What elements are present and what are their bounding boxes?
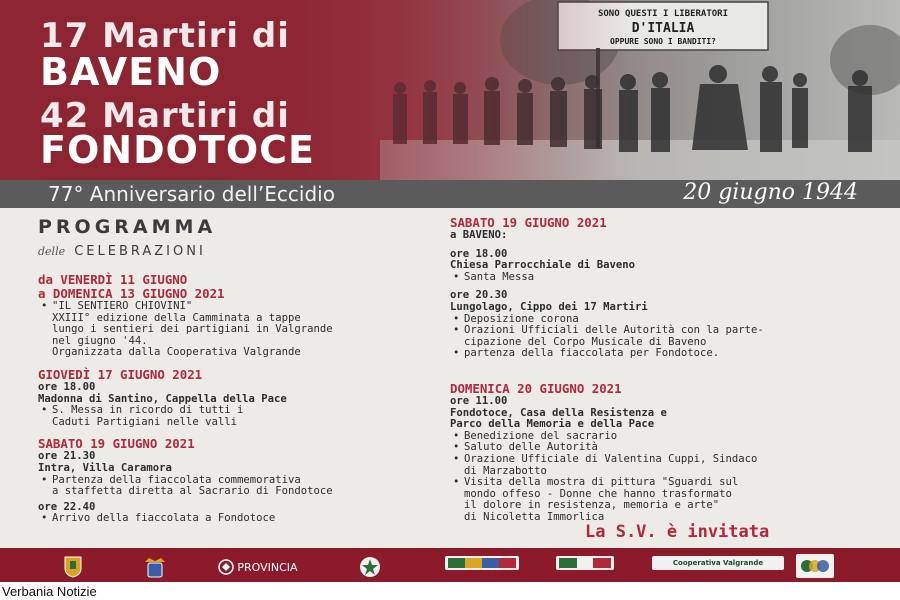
prefettura-logo [350,556,390,578]
event-date: a DOMENICA 13 GIUGNO 2021 [38,286,225,301]
event-detail: cipazione del Corpo Musicale di Baveno [464,335,707,348]
event-detail: lungo i sentieri dei partigiani in Valgrande [52,323,333,336]
event-detail: XXIII° edizione della Camminata a tappe [52,311,301,324]
event-date: SABATO 19 GIUGNO 2021 [38,436,195,452]
event-detail: • Santa Messa [450,272,870,284]
event-place: Chiesa Parrocchiale di Baveno [450,259,635,272]
anniversary-text: 77° Anniversario dell’Eccidio [48,182,335,206]
event-detail: a staffetta diretta al Sacrario di Fondotoce [52,485,333,498]
program-subtitle-celebrazioni: CELEBRAZIONI [74,244,206,259]
event-place: Lungolago, Cippo dei 17 Martiri [450,300,648,313]
event-detail: • Arrivo della fiaccolata a Fondotoce [38,513,438,525]
event-time: ore 18.00 [450,247,508,260]
casa-della-pace-logo [796,554,834,578]
event-detail: • S. Messa in ricordo di tutti i [38,405,438,417]
event-date: GIOVEDÌ 17 GIUGNO 2021 [38,366,203,382]
event-detail: • Visita della mostra di pittura "Sguardi sul [450,477,870,489]
event-section [38,437,438,525]
municipal-crest-logo [62,556,84,578]
event-detail: nel giugno '44. [52,334,148,347]
event-detail: • Partenza della fiaccolata commemorativa [38,475,438,487]
title-line-2: BAVENO [40,50,222,94]
event-section [38,273,438,359]
event-detail: • Saluto delle Autorità [450,442,870,454]
provincia-vco-logo [202,556,314,578]
event-detail: di Nicoletta Immorlica [464,510,605,523]
title-line-4: FONDOTOCE [40,128,315,172]
event-date: da VENERDÌ 11 GIUGNO [38,272,188,287]
event-detail: • partenza della fiaccolata per Fondotoce. [450,348,870,360]
anniversary-date: 20 giugno 1944 [683,180,858,205]
event-section [450,382,870,524]
event-place: Madonna di Santino, Cappella della Pace [38,392,287,405]
event-place: Intra, Villa Caramora [38,461,172,474]
event-detail: • Benedizione del sacrario [450,431,870,443]
event-detail: • "IL SENTIERO CHIOVINI" [38,301,438,313]
program-subtitle [38,240,438,259]
event-section [38,368,438,428]
sign-text-2: D'ITALIA [631,21,695,36]
cooperativa-label: Cooperativa Valgrande [672,559,764,567]
event-detail: • Deposizione corona [450,314,870,326]
event-section [450,216,870,360]
cooperativa-valgrande-logo [652,556,784,570]
event-place: Fondotoce, Casa della Resistenza e [450,406,667,419]
event-time: ore 11.00 [450,394,508,407]
event-time: ore 18.00 [38,380,96,393]
title-line-3: 42 Martiri di [40,96,290,136]
event-place: Parco della Memoria e della Pace [450,418,655,431]
event-date: SABATO 19 GIUGNO 2021 [450,215,607,230]
sponsor-logos-strip [0,548,900,582]
sign-text-1: SONO QUESTI I LIBERATORI [597,9,729,19]
crown-crest-logo [138,556,172,578]
title-line-1: 17 Martiri di [40,16,290,56]
casa-della-resistenza-logo [445,556,519,570]
event-time: ore 22.40 [38,500,96,513]
event-time: ore 20.30 [450,289,508,302]
program-left-column [38,216,438,525]
anniversary-band [0,180,900,208]
event-detail: • Orazione Ufficiale di Valentina Cuppi, Sindaco [450,454,870,466]
event-date: DOMENICA 20 GIUGNO 2021 [450,380,622,396]
event-detail: di Marzabotto [464,464,547,477]
provincia-label: PROVINCIA [237,560,298,574]
footer-credit: Verbania Notizie [2,584,97,599]
event-detail: • Orazioni Ufficiali delle Autorità con la parte- [450,325,870,337]
program-right-column [450,216,870,523]
event-detail: Caduti Partigiani nelle valli [52,415,237,428]
header [0,0,900,180]
event-location-heading: a BAVENO: [450,229,508,241]
event-detail: Organizzata dalla Cooperativa Valgrande [52,346,301,359]
anpi-logo [556,556,614,570]
invitation-text: La S.V. è invitata [585,522,770,542]
program-subtitle-delle: delle [38,245,66,258]
sign-text-3: OPPURE SONO I BANDITI? [610,37,716,46]
event-detail: il dolore in resistenza, memoria e arte" [464,499,720,512]
event-time: ore 21.30 [38,450,96,463]
event-detail: mondo offeso - Donne che hanno trasformato [464,487,732,500]
program-title: PROGRAMMA [38,216,217,238]
